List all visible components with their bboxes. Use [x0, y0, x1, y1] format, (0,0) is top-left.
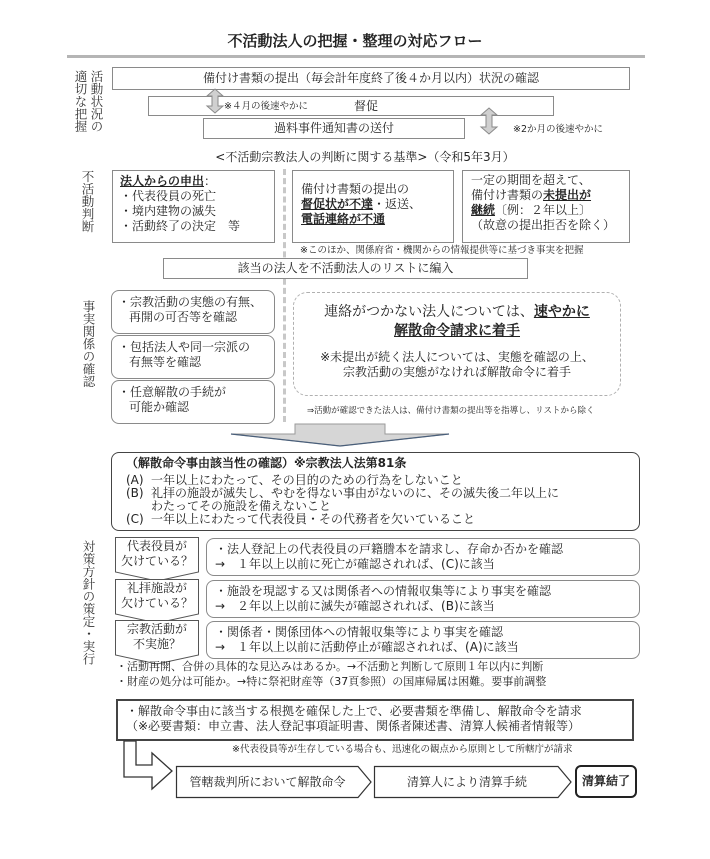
action-line2: → ２年以上以前に滅失が確認されれば、(B)に該当 — [215, 599, 495, 613]
criteria-box2-bold2: 電話連絡が不通 — [301, 212, 386, 226]
section-label-activity: 活動状況の — [89, 70, 104, 133]
callout-line2-bold: 解散命令請求に着手 — [394, 323, 520, 339]
action-box — [206, 538, 640, 576]
question-line1: 礼拝施設が — [126, 581, 187, 595]
action-line1: ・施設を現認する又は関係者への情報収集等により事実を確認 — [215, 584, 552, 598]
criteria-box-nonsubmission — [462, 170, 630, 243]
criteria-box3-line1: 一定の期間を超えて、 — [471, 173, 591, 187]
question-line2: 欠けている？ — [120, 596, 193, 610]
note-other-info: ※このほか、関係府省・機関からの情報提供等に基づき事実を把握 — [300, 245, 584, 256]
callout-note2: 宗教活動の実態がなければ解散命令に着手 — [342, 365, 571, 379]
submission-check-text: 備付け書類の提出（毎会計年度終了後４か月以内）状況の確認 — [202, 71, 539, 85]
note-4-months: ※４月の後速やかに — [224, 101, 308, 112]
criteria-box3-pre: 備付け書類の — [471, 188, 544, 202]
grounds-text-cont: わたってその施設を備えないこと — [151, 499, 332, 513]
grounds-text: 一年以上にわたって、その目的のための行為をしないこと — [151, 473, 463, 487]
action-box — [206, 621, 640, 659]
question-line2: 欠けている？ — [120, 554, 193, 568]
criteria-box-unreachable — [292, 170, 454, 243]
criteria-box3-line4: （故意の提出拒否を除く） — [471, 218, 616, 232]
bent-arrow-icon — [116, 741, 176, 793]
question-text — [115, 622, 199, 652]
note-2-months: ※2か月の後速やかに — [513, 124, 604, 135]
criteria-box3-bold2: 継続 — [471, 203, 496, 217]
fact-check-line2: 可能か確認 — [129, 400, 190, 414]
fact-check-line1: ・宗教活動の実態の有無、 — [118, 295, 263, 309]
criteria-box2-line1: 備付け書類の提出の — [301, 182, 410, 196]
grounds-text: 礼拝の施設が滅失し、やむを得ない事由がないのに、その滅失後二年以上に — [151, 486, 560, 500]
fact-check-line1: ・包括法人や同一宗派の — [118, 340, 251, 354]
note-requester: ※代表役員等が生存している場合も、迅速化の観点から原則として所轄庁が請求 — [232, 744, 573, 755]
criteria-box3-bold1: 未提出が — [543, 188, 592, 202]
action-line1: ・法人登記上の代表役員の戸籍謄本を請求し、存命か否かを確認 — [215, 542, 564, 556]
callout-line1-bold: 速やかに — [533, 304, 590, 320]
request-line1: ・解散命令事由に該当する根拠を確保した上で、必要書類を準備し、解散命令を請求 — [126, 704, 582, 718]
title-rule — [67, 55, 645, 58]
grounds-box — [111, 452, 640, 531]
section-label-facts: 事実関係の確認 — [81, 300, 96, 388]
grounds-key: (C) — [126, 512, 144, 526]
grounds-key: (A) — [126, 473, 144, 487]
action-line1: ・関係者・関係団体への情報収集等により事実を確認 — [215, 625, 504, 639]
callout-note1: ※未提出が続く法人については、実態を確認の上、 — [320, 350, 594, 364]
inactive-list-text: 該当の法人を不活動法人のリストに編入 — [237, 261, 454, 275]
dashed-divider — [283, 169, 286, 422]
request-line2: （※必要書類：申立書、法人登記事項証明書、関係者陳述書、清算人候補者情報等） — [126, 719, 581, 733]
callout-line1-text: 連絡がつかない法人については、 — [324, 304, 534, 320]
action-line2: → １年以上以前に死亡が確認されれば、(C)に該当 — [215, 557, 495, 571]
reminder-text: 督促 — [354, 99, 379, 113]
grounds-text: 一年以上にわたって代表役員・その代務者を欠いていること — [151, 512, 476, 526]
notice-box — [203, 118, 465, 139]
criteria-box1-colon: ： — [204, 174, 217, 188]
step-dissolution-order: 管轄裁判所において解散命令 — [189, 774, 346, 789]
action-box — [206, 580, 640, 618]
criteria-box1-item: ・活動終了の決定 等 — [120, 219, 241, 233]
fact-check-line2: 有無等を確認 — [129, 355, 202, 369]
step-liquidation-complete: 清算結了 — [575, 765, 637, 798]
section-label-activity-2: 適切な把握 — [73, 70, 88, 133]
fact-check-line2: 再開の可否等を確認 — [129, 310, 238, 324]
section-label-policy: 対策方針の策定・実行 — [81, 540, 96, 665]
callout-main — [293, 292, 621, 396]
criteria-heading: <不活動宗教法人の判断に関する基準>（令和5年3月） — [215, 150, 515, 164]
request-box — [116, 699, 634, 741]
down-arrow-icon — [231, 424, 449, 446]
fact-check-box — [111, 335, 275, 379]
question-line2: 不実施？ — [132, 637, 181, 651]
step-liquidation: 清算人により清算手続 — [406, 774, 527, 789]
double-arrow-icon — [479, 108, 499, 134]
note-property: ・財産の処分は可能か。→特に祭祀財産等（37頁参照）の国庫帰属は困難。要事前調整 — [116, 675, 547, 688]
question-line1: 宗教活動が — [126, 622, 187, 636]
criteria-box3-rest: 〔例：２年以上〕 — [495, 203, 592, 217]
action-line2: → １年以上以前に活動停止が確認されれば、(A)に該当 — [215, 640, 519, 654]
fact-check-box — [111, 380, 275, 424]
note-resumption: ・活動再開、合併の具体的な見込みはあるか。→不活動と判断して原則１年以内に判断 — [116, 660, 544, 673]
inactive-list-box — [163, 258, 528, 279]
note-activity-confirmed: ⇒活動が確認できた法人は、備付け書類の提出等を指導し、リストから除く — [307, 406, 595, 416]
fact-check-box — [111, 290, 275, 334]
grounds-title: （解散命令事由該当性の確認）※宗教法人法第81条 — [126, 456, 407, 470]
criteria-box1-item: ・境内建物の滅失 — [120, 204, 217, 218]
grounds-key: (B) — [126, 486, 144, 500]
question-text — [115, 581, 199, 611]
double-arrow-icon — [205, 89, 225, 113]
submission-check-box — [112, 67, 630, 90]
question-line1: 代表役員が — [126, 539, 187, 553]
question-text — [115, 539, 199, 569]
section-label-inactivity: 不活動判断 — [80, 170, 95, 233]
fact-check-line1: ・任意解散の手続が — [118, 385, 227, 399]
criteria-box1-title: 法人からの申出 — [120, 174, 205, 188]
criteria-box2-bold1: 督促状が不達 — [301, 197, 374, 211]
criteria-box-application — [112, 170, 275, 243]
criteria-box2-rest: ・返送、 — [373, 197, 422, 211]
notice-text: 過料事件通知書の送付 — [273, 121, 394, 135]
criteria-box1-item: ・代表役員の死亡 — [120, 189, 217, 203]
page-title: 不活動法人の把握・整理の対応フロー — [227, 32, 483, 50]
